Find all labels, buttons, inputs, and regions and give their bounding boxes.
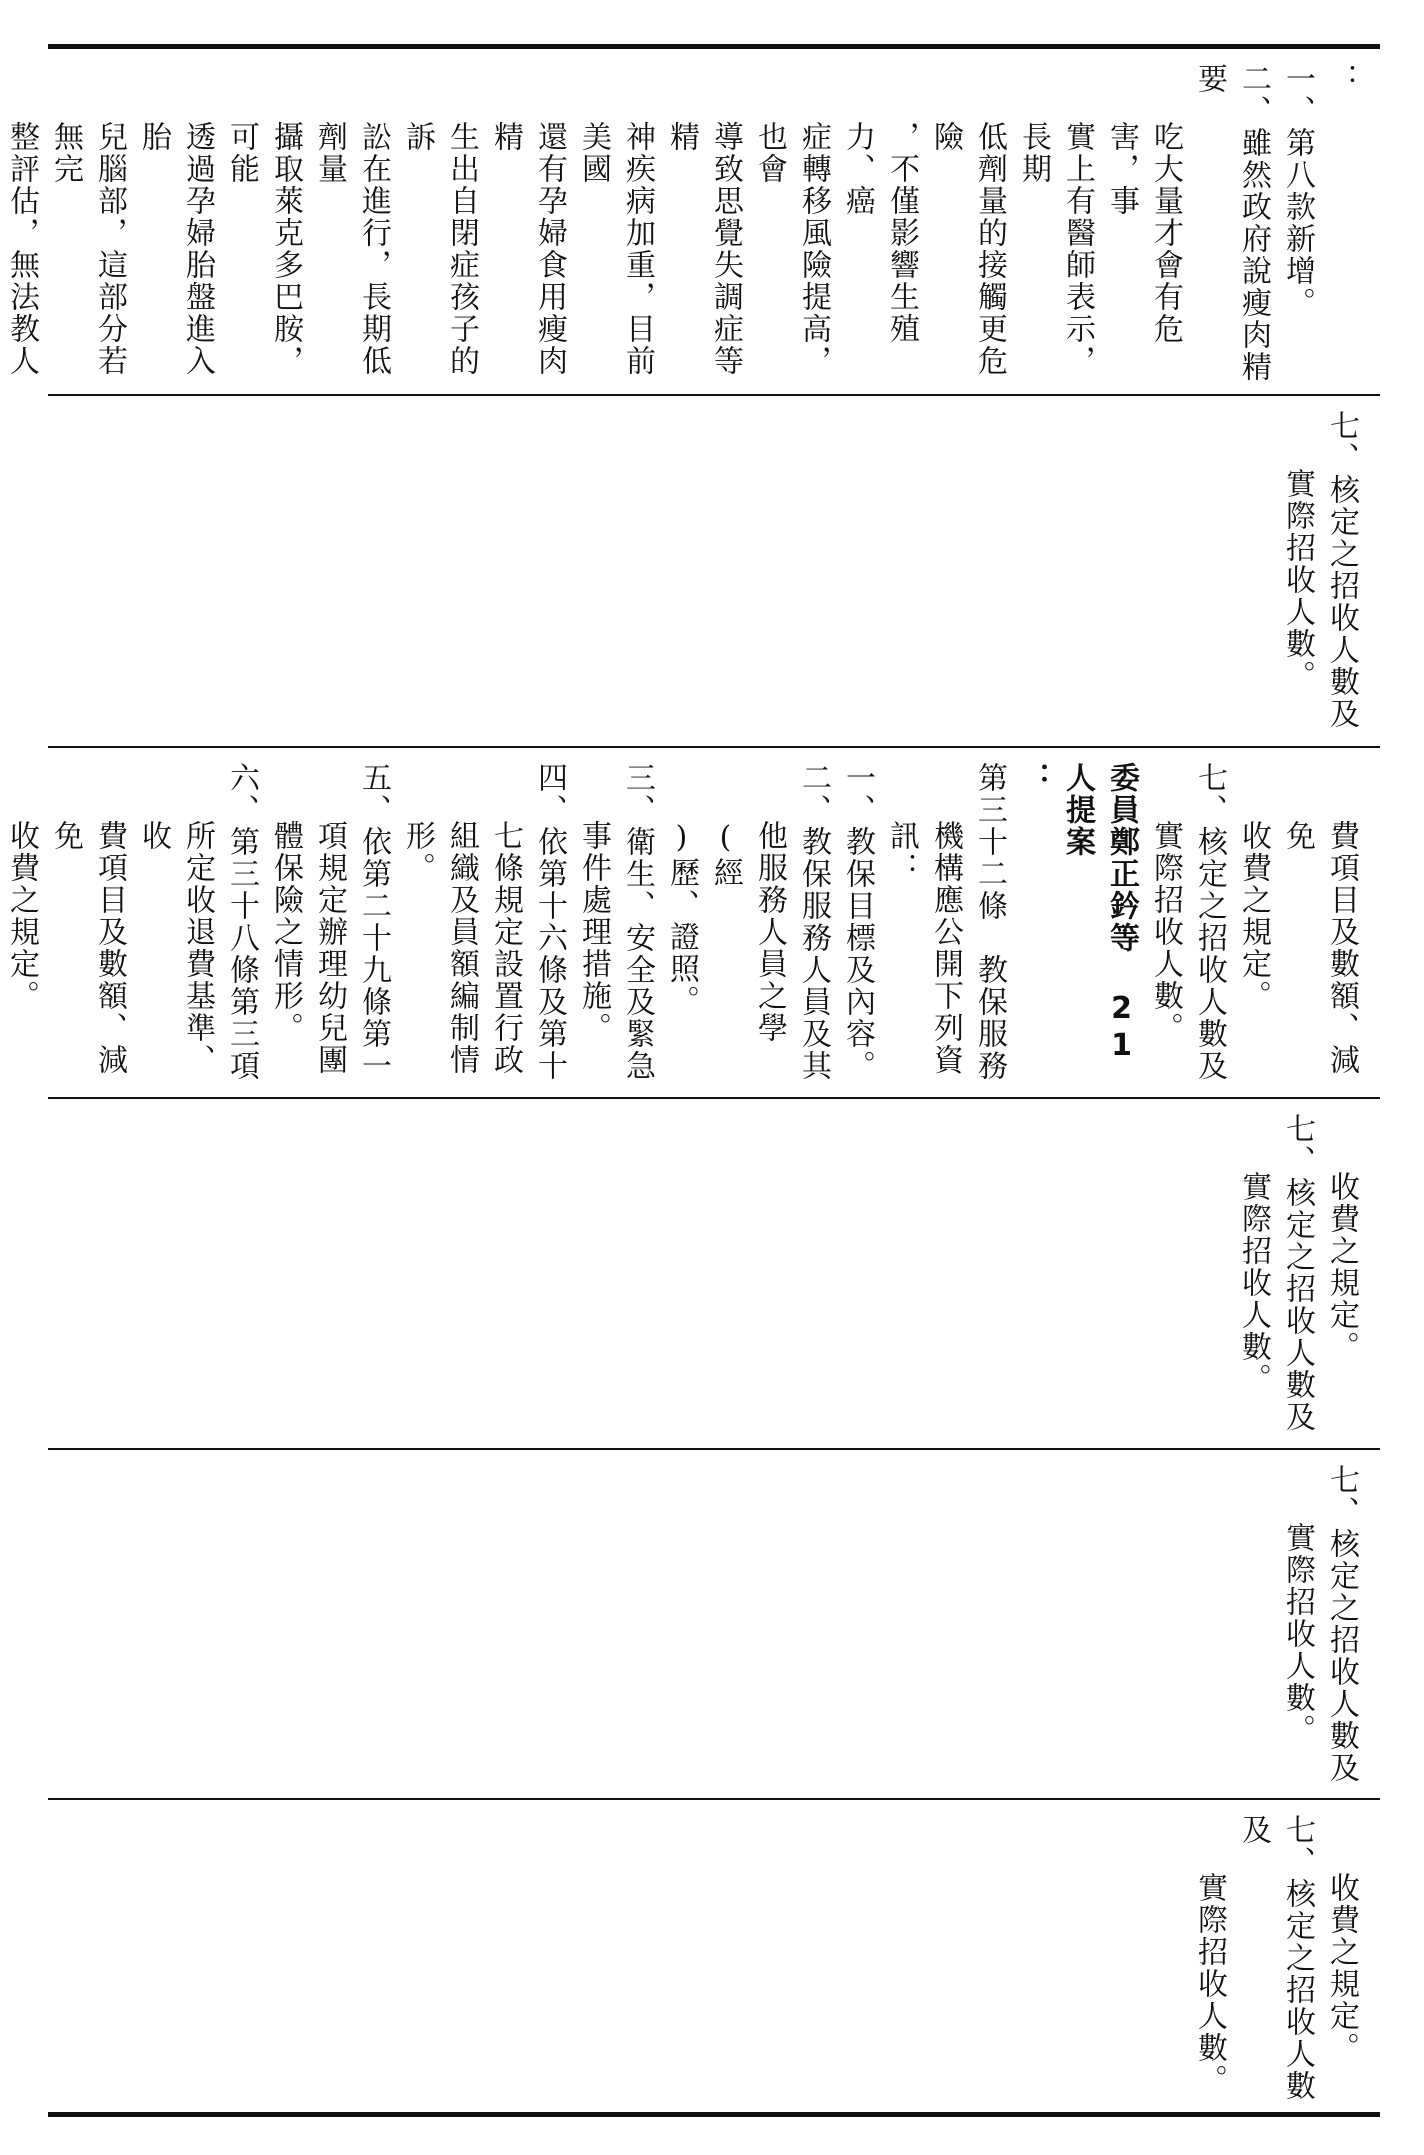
text-line: 形。 [400, 820, 435, 884]
text-line: 收費之規定。 [4, 820, 39, 1012]
text-line: 三、衛生、安全及緊急 [620, 762, 655, 1082]
table-bottom-border [48, 2112, 1380, 2117]
text-line: 七條規定設置行政 [488, 820, 523, 1076]
text-line: 實際招收人數。 [1280, 468, 1315, 692]
row-text-column [4, 63, 1363, 386]
table-row-5 [55, 1450, 1375, 1798]
text-line: )歷、證照。 [664, 820, 699, 1017]
text-line: 整評估，無法教人 [4, 121, 39, 377]
text-line: 委員鄭正鈐等 21 人提案 [1060, 762, 1139, 1065]
text-line: 收費之規定。 [1324, 1872, 1359, 2064]
text-line: 事件處理措施。 [576, 820, 611, 1044]
text-line: 實上有醫師表示，長期 [1016, 121, 1095, 377]
text-line: 七、核定之招收人數及 [1324, 1464, 1359, 1784]
row-text-column [67, 1464, 1363, 1790]
text-line: 項規定辦理幼兒團 [312, 820, 347, 1076]
text-line: 收費之規定。 [1236, 820, 1271, 1012]
table-row-3 [4, 748, 1375, 1097]
table-row-2 [55, 396, 1375, 746]
table-row-4 [55, 1099, 1375, 1448]
text-line: ，不僅影響生殖力、癌 [840, 121, 919, 345]
text-line: 生出自閉症孩子的訴 [400, 121, 479, 377]
text-line: 實際招收人數。 [1148, 820, 1183, 1044]
text-line: 實際招收人數。 [1280, 1522, 1315, 1746]
text-line: 二、雖然政府說瘦肉精要 [1192, 63, 1271, 383]
text-line: 吃大量才會有危害，事 [1104, 121, 1183, 345]
text-line: 神疾病加重，目前美國 [576, 121, 655, 377]
text-line: 七、核定之招收人數及 [1324, 410, 1359, 730]
text-line: 七、核定之招收人數及 [1280, 1113, 1315, 1433]
text-line: ： [1324, 63, 1359, 95]
text-line: 訟在進行，長期低劑量 [312, 121, 391, 377]
table-row-6 [55, 1800, 1375, 2112]
text-line: 六、第三十八條第三項 [224, 762, 259, 1082]
text-line: 症轉移風險提高，也會 [752, 121, 831, 377]
text-line: 七、核定之招收人數及 [1192, 762, 1227, 1082]
text-line: 攝取萊克多巴胺，可能 [224, 121, 303, 377]
text-line: 組織及員額編制情 [444, 820, 479, 1076]
text-line: 費項目及數額、減免 [48, 820, 127, 1076]
text-line: 所定收退費基準、收 [136, 820, 215, 1076]
text-line: 收費之規定。 [1324, 1171, 1359, 1363]
text-line: 實際招收人數。 [1192, 1872, 1227, 2096]
text-line: 一、教保目標及內容。 [840, 762, 875, 1082]
row-text-column [67, 410, 1363, 738]
row-text-column [67, 1113, 1363, 1440]
text-line: 體保險之情形。 [268, 820, 303, 1044]
text-line: 兒腦部，這部分若無完 [48, 121, 127, 377]
text-line: 還有孕婦食用瘦肉精 [488, 121, 567, 377]
table-row-1 [4, 49, 1375, 394]
text-line: 機構應公開下列資訊： [884, 820, 963, 1076]
text-line: 導致思覺失調症等精 [664, 121, 743, 377]
text-line: 費項目及數額、減免 [1280, 820, 1359, 1076]
text-line: 一、第八款新增。 [1280, 63, 1315, 319]
text-line: 七、核定之招收人數及 [1236, 1814, 1315, 2102]
text-line: 低劑量的接觸更危險 [928, 121, 1007, 377]
text-line: 第三十二條 教保服務 [972, 762, 1007, 1082]
text-line: 四、依第十六條及第十 [532, 762, 567, 1082]
text-line: 二、教保服務人員及其 [796, 762, 831, 1082]
text-line: 實際招收人數。 [1236, 1171, 1271, 1395]
text-line: ： [1016, 762, 1051, 794]
text-line: 五、依第二十九條第一 [356, 762, 391, 1082]
text-line: 透過孕婦胎盤進入胎 [136, 121, 215, 377]
row-text-column [67, 1814, 1363, 2104]
row-text-column [4, 762, 1363, 1089]
text-line: 他服務人員之學(經 [708, 820, 787, 1044]
